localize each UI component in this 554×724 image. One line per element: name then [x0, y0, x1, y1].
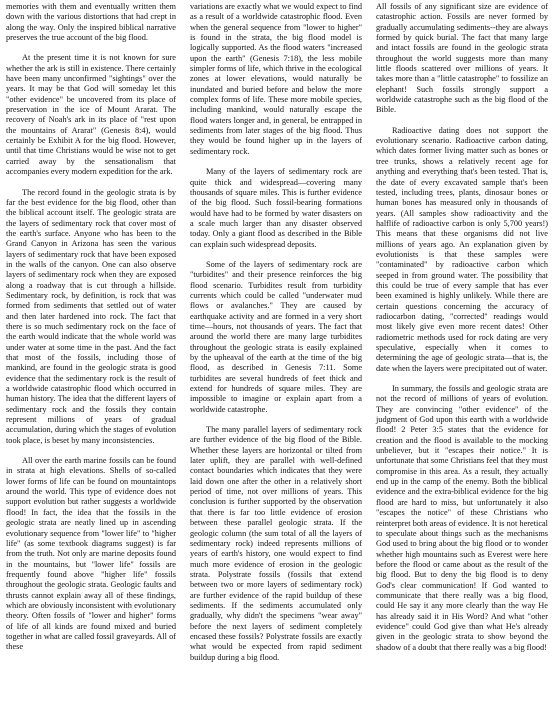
paragraph: At the present time it is not known for sure whether the ark is still in existence. There certainly have been many unconfirmed "sightings" over the years. It may be that God will someday let this "other evidence" be uncovered from its place of preservation in the ice of Mount Ararat. The recovery of Noah's ark in its place of "rest upon the mountains of Ararat" (Genesis 8:4), would certainly be Exhibit A for the big flood. However, until that time Christians would be wise not to get carried away by the sensationalism that accompanies every modern expedition for the ark.	[6, 53, 176, 177]
paragraph: memories with them and eventually written them down with the various distortions that had crept in along the way. Only the inspired biblical narrative preserves the true account of the big flood.	[6, 2, 176, 43]
paragraph: Some of the layers of sedimentary rock are "turbidites" and their presence reinforces the big flood scenario. Turbidites result from turbidity currents which could be called "underwater mud flows or avalanches." They are caused by earthquake activity and are formed in a very short time—hours, not thousands of years. The fact that around the world there are many large turbidites throughout the geologic strata is easily explained by the upheaval of the earth at the time of the big flood, as described in Genesis 7:11. Some turbidites are several hundreds of feet thick and extend for hundreds of square miles. They are impossible to imagine or explain apart from a worldwide catastrophe.	[190, 259, 362, 414]
paragraph: Many of the layers of sedimentary rock are quite thick and widespread—covering many thousands of square miles. This is further evidence of the big flood. Such fossil-bearing formations would have had to be formed by water disasters on a scale much larger than any disaster observed today. Only a giant flood as described in the Bible can explain such widespread deposits.	[190, 167, 362, 249]
text-column-3	[376, 2, 548, 663]
paragraph: The record found in the geologic strata is by far the best evidence for the big flood, other than the biblical account itself. The geologic strata are the layers of sedimentary rock that cover most of the earth's surface. Anyone who has been to the Grand Canyon in Arizona has seen the various layers of sedimentary rock that have been exposed in the walls of the canyon. One can also observe layers of sedimentary rock when they are exposed along a roadway that is cut through a hillside. Sedimentary rock, by definition, is rock that was formed from sediments that settled out of water and then later hardened into rock. The fact that there is so much sedimentary rock on the face of the earth would indicate that the whole world was under water at some time in the past. And the fact that most of the fossils, including those of mankind, are found in the geologic strata is good evidence that the sedimentary rock is the result of a worldwide catastrophic flood which occurred in human history. The idea that the different layers of sedimentary rock and the fossils they contain represent millions of years of gradual accumulation, during which the stages of evolution took place, is beset by many inconsistencies.	[6, 187, 176, 445]
paragraph: All fossils of any significant size are evidence of catastrophic action. Fossils are never formed by gradually accumulating sediments--they are always formed by quick burial. The fact that many large and intact fossils are found in the geologic strata throughout the world suggests more than many little floods scattered over millions of years. It takes more than a "little catastrophe" to fossilize an elephant! Such fossils strongly support a worldwide catastrophe such as the big flood of the Bible.	[376, 2, 548, 115]
paragraph: The many parallel layers of sedimentary rock are further evidence of the big flood of the Bible. Whether these layers are horizontal or tilted from later uplift, they are parallel with well-defined contact boundaries which indicates that they were laid down one after the other in a relatively short period of time, not over millions of years. This conclusion is further supported by the observation that there is far too little evidence of erosion between these parallel geologic strata. If the geologic column (the sum total of all the layers of sedimentary rock) indeed represents millions of years of earth's history, one would expect to find much more evidence of erosion in the geologic strata. Polystrate fossils (fossils that extend between two or more layers of sedimentary rock) are further evidence of the rapid buildup of these sediments. If the sediments accumulated only gradually, why didn't the specimens "wear away" before the next layers of sediment completely encased these fossils? Polystrate fossils are exactly what would be expected from rapid sediment buildup during a big flood.	[190, 425, 362, 662]
paragraph: Radioactive dating does not support the evolutionary scenario. Radioactive carbon dating, which dates former living matter such as bones or tree trunks, shows a relatively recent age for anything and everything that's been tested. That is, the date of every excavated sample that's been tested, including trees, plants, dinosaur bones or human bones has measured only in thousands of years. (All samples show radioactivity and the halflife of radioactive carbon is only 5,700 years!) This means that these organisms did not live millions of years ago. An explanation given by evolutionists is that these samples were "contaminated" by radioactive carbon which seeped in from ground water. The possibility that this could be true of every sample that has ever been examined is highly unlikely. While there are certain questions concerning the accuracy of radiocarbon dating, "corrected" readings would most likely give even more recent dates! Other radiometric methods used for rock dating are very speculative, especially when it comes to determining the age of geologic strata—that is, the date when the layers were precipitated out of water.	[376, 125, 548, 373]
paragraph: All over the earth marine fossils can be found in strata at high elevations. Shells of so-called lower forms of life can be found on mountaintops around the world. This type of evidence does not support evolution but rather suggests a worldwide flood! In fact, the idea that the fossils in the geologic strata are neatly lined up in ascending evolutionary sequence from "lower life" to "higher life" (as some textbook diagrams suggest) is far from the truth. Not only are marine deposits found in the mountains, but "lower life" fossils are frequently found above "higher life" fossils throughout the geologic strata. Geologic faults and thrusts cannot explain away all of these findings, which are obviously inconsistent with evolutionary theory. Often fossils of "lower and higher" forms of life of all kinds are found mixed and buried together in what are called fossil graveyards. All of these	[6, 456, 176, 652]
paragraph: In summary, the fossils and geologic strata are not the record of millions of years of evolution. They are convincing "other evidence" of the judgment of God upon this earth with a worldwide flood! 2 Peter 3:5 states that the evidence for creation and the flood is available to the mocking unbeliever, but it "escapes their notice." It is unfortunate that some Christians feel that they must compromise in this area. As a result, they actually end up in the camp of the enemy. Both the biblical evidence and the extra-biblical evidence for the big flood are hard to miss, but unfortunately it also "escapes the notice" of these Christians who reinterpret both areas of evidence. It is not heretical to speculate about things such as the mechanisms God used to bring about the big flood or to wonder whether high mountains such as Everest were here before the flood or came about as the result of the big flood. But to deny the big flood is to deny God's clear communication! If God wanted to communicate that there really was a big flood, could He say it any more clearly than the way He has already said it in His Word? And what "other evidence" could God give than what He's already given in the geologic strata to show beyond the shadow of a doubt that there really was a big flood!	[376, 384, 548, 652]
paragraph: variations are exactly what we would expect to find as a result of a worldwide catastrophic flood. Even when the general sequence from "lower to higher" is found in the strata, the big flood model is logically supported. As the flood waters "increased upon the earth" (Genesis 7:18), the less mobile simpler forms of life, which thrive in the ecological zones at lower elevations, would naturally be inundated and buried before and below the more complex forms of life. These more mobile species, including mankind, would naturally escape the flood waters longer and, in general, be entrapped in sediments from later stages of the big flood. Thus they would be found higher up in the layers of sedimentary rock.	[190, 2, 362, 156]
text-column-1	[6, 2, 176, 663]
text-column-2	[190, 2, 362, 673]
